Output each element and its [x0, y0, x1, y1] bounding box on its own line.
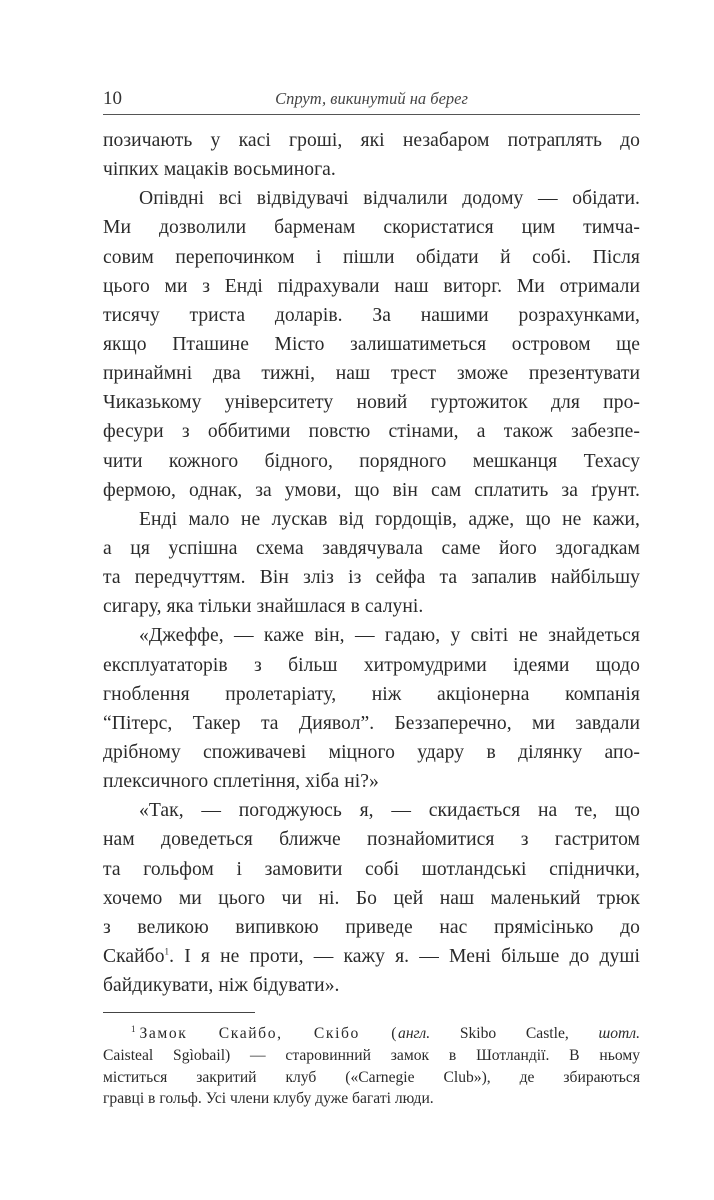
text-line: принаймні два тижні, наш трест зможе презентувати	[103, 363, 640, 385]
text-line: совим перепочинком і пішли обідати й собі. Після	[103, 246, 640, 268]
text-line: фермою, однак, за умови, що він сам сплатить за ґрунт.	[103, 479, 640, 501]
text-line: з великою випивкою приведе нас прямісінько до	[103, 916, 640, 938]
footnote-reference[interactable]: 1	[164, 946, 170, 957]
running-header	[103, 86, 640, 115]
text-line: експлуататорів з більш хитромудрими ідеями щодо	[103, 654, 640, 676]
text-line: а ця успішна схема завдячувала саме його здогадкам	[103, 537, 640, 559]
text-line: байдикувати, ніж бідувати».	[103, 975, 340, 997]
text-line: та гольфом і замовити собі шотландські спіднички,	[103, 858, 640, 880]
text-line: чити кожного бідного, порядного мешканця Техасу	[103, 450, 640, 472]
text-line: нам доведеться ближче познайомитися з гастритом	[103, 829, 640, 851]
footnote	[103, 1023, 640, 1110]
text-fragment: . І я не проти, — кажу я. — Мені більше до душі	[169, 945, 640, 967]
text-line: «Так, — погоджуюсь я, — скидається на те, що	[139, 800, 640, 822]
footnote-line: міститься закритий клуб («Carnegie Club»), де збираються	[103, 1068, 640, 1086]
footnote-line: Caisteal Sgìobail) — старовинний замок в Шотландії. В ньому	[103, 1046, 640, 1064]
text-line: плексичного сплетіння, хіба ні?»	[103, 771, 379, 793]
text-fragment: Скайбо	[103, 945, 165, 967]
text-line: Чиказькому університету новий гуртожиток для про-	[103, 392, 640, 414]
text-line: Енді мало не лускав від гордощів, адже, що не кажи,	[139, 508, 640, 530]
text-line: фесури з оббитими повстю стінами, а також забезпе-	[103, 421, 640, 443]
text-line: цього ми з Енді підрахували наш виторг. Ми отримали	[103, 275, 640, 297]
text-fragment: Замок Скайбо, Скібо (	[139, 1025, 399, 1042]
text-line: тисячу триста доларів. За нашими розрахунками,	[103, 304, 640, 326]
text-line: чіпких мацаків восьминога.	[103, 159, 336, 181]
text-line: та передчуттям. Він зліз із сейфа та запалив найбільшу	[103, 567, 640, 589]
running-title: Спрут, викинутий на берег	[275, 89, 468, 108]
text-fragment: Skibo Castle,	[430, 1025, 599, 1042]
text-line: гноблення пролетаріату, ніж акціонерна компанія	[103, 683, 640, 705]
text-line: якщо Пташине Місто залишатиметься островом ще	[103, 333, 640, 355]
text-line: «Джеффе, — каже він, — гадаю, у світі не знайдеться	[139, 625, 640, 647]
page-number: 10	[103, 88, 122, 109]
footnote-line: гравці в гольф. Усі члени клубу дуже багаті люди.	[103, 1090, 434, 1108]
text-fragment: шотл.	[598, 1025, 640, 1042]
text-line: дрібному споживачеві міцного удару в ділянку апо-	[103, 741, 640, 763]
footnote-line	[103, 1023, 640, 1045]
footnote-separator	[103, 1012, 255, 1013]
text-line: Опівдні всі відвідувачі відчалили додому — обідати.	[139, 188, 640, 210]
footnote-marker: 1	[131, 1023, 136, 1034]
text-line: “Пітерс, Такер та Диявол”. Беззаперечно, ми завдали	[103, 712, 640, 734]
text-fragment: англ.	[398, 1025, 431, 1042]
body-text	[103, 126, 640, 1000]
text-line: хочемо ми цього чи ні. Бо цей наш маленький трюк	[103, 887, 640, 909]
text-line	[103, 942, 640, 971]
text-line: позичають у касі гроші, які незабаром потраплять до	[103, 130, 640, 151]
text-line: сигару, яка тільки знайшлася в салуні.	[103, 596, 424, 618]
text-line: Ми дозволили барменам скористатися цим тимча-	[103, 217, 640, 239]
